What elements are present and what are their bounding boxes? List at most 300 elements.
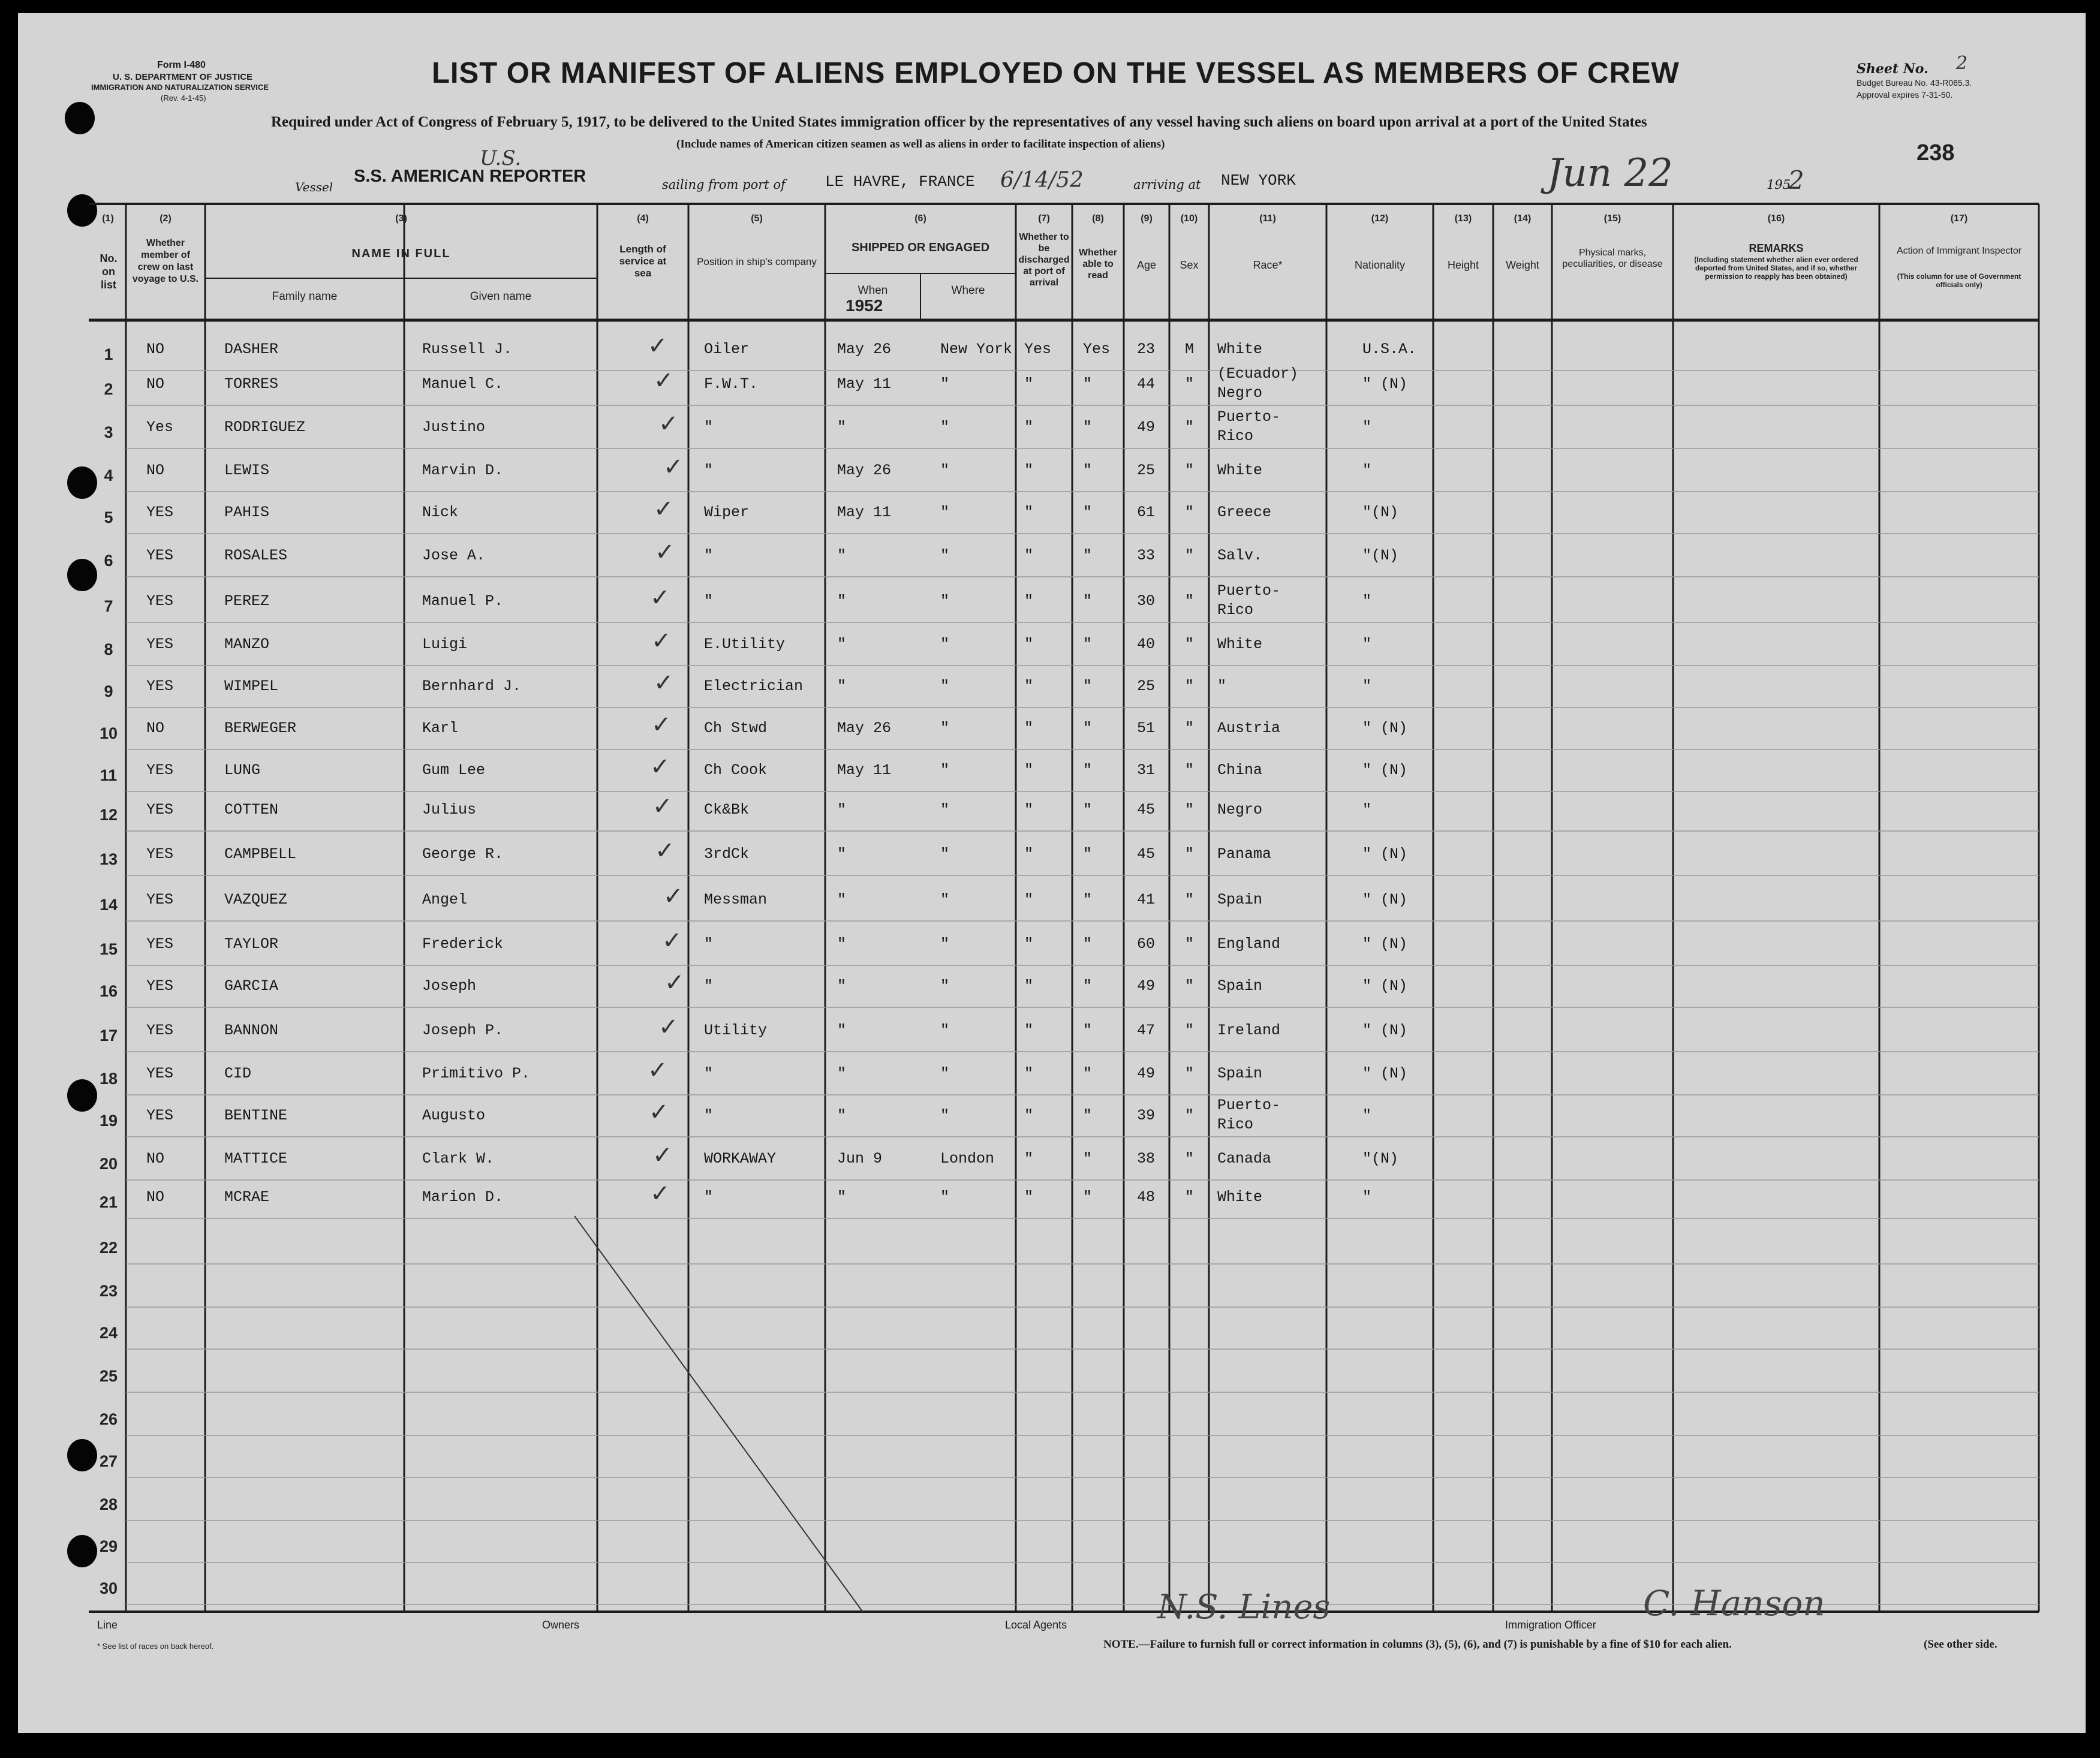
- line-number: 2: [104, 380, 113, 398]
- discharged: ": [1024, 504, 1034, 521]
- shipped-where: ": [940, 592, 950, 610]
- page-title: LIST OR MANIFEST OF ALIENS EMPLOYED ON THE VESSEL AS MEMBERS OF CREW: [432, 57, 1680, 89]
- family-name: PAHIS: [224, 504, 270, 521]
- discharged: ": [1024, 678, 1034, 695]
- last-voyage: YES: [146, 845, 174, 863]
- nationality: " (N): [1362, 935, 1408, 953]
- discharged: ": [1024, 1022, 1034, 1039]
- sex: ": [1185, 801, 1195, 818]
- shipped-when: ": [837, 891, 847, 908]
- position: Wiper: [704, 504, 750, 521]
- sex: ": [1185, 1188, 1195, 1206]
- col5-header: Position in ship's company: [697, 256, 817, 267]
- line-number: 10: [99, 724, 118, 742]
- col4-number: (4): [637, 213, 649, 224]
- able-to-read: ": [1083, 592, 1093, 610]
- age: 39: [1137, 1107, 1156, 1124]
- nationality: " (N): [1362, 845, 1408, 863]
- able-to-read: ": [1083, 1065, 1093, 1082]
- position: Ch Cook: [704, 761, 768, 779]
- family-name: LUNG: [224, 761, 261, 779]
- given-name: Russell J.: [422, 341, 513, 358]
- sheet-number: 2: [1956, 53, 1968, 74]
- last-voyage: YES: [146, 935, 174, 953]
- col5-number: (5): [751, 213, 763, 224]
- discharged: ": [1024, 1188, 1034, 1206]
- vessel-name: S.S. AMERICAN REPORTER: [354, 167, 586, 186]
- race: White: [1217, 462, 1263, 479]
- race: White: [1217, 636, 1263, 653]
- service-checkmark: ✓: [664, 969, 685, 997]
- col11-header: Race*: [1253, 259, 1283, 271]
- able-to-read: ": [1083, 636, 1093, 653]
- shipped-when: ": [837, 419, 847, 436]
- line-number: 29: [99, 1537, 118, 1555]
- age: 44: [1137, 375, 1156, 393]
- family-name: DASHER: [224, 341, 279, 358]
- last-voyage: YES: [146, 592, 174, 610]
- race: Canada: [1217, 1150, 1272, 1167]
- shipped-where: ": [940, 419, 950, 436]
- shipped-where: ": [940, 720, 950, 737]
- form-number: Form I-480: [157, 60, 206, 70]
- sailing-label: sailing from port of: [662, 177, 786, 192]
- shipped-where: ": [940, 845, 950, 863]
- col11-number: (11): [1259, 213, 1276, 224]
- col17-header: Action of Immigrant Inspector: [1896, 246, 2022, 256]
- last-voyage: YES: [146, 761, 174, 779]
- age: 49: [1137, 977, 1156, 995]
- nationality: ": [1362, 678, 1372, 695]
- sex: ": [1185, 977, 1195, 995]
- last-voyage: YES: [146, 636, 174, 653]
- nationality: " (N): [1362, 891, 1408, 908]
- family-name: PEREZ: [224, 592, 270, 610]
- last-voyage: NO: [146, 720, 165, 737]
- line-number: 13: [99, 850, 118, 868]
- shipped-when: May 11: [837, 504, 892, 521]
- sex: ": [1185, 592, 1195, 610]
- shipped-where: ": [940, 1107, 950, 1124]
- age: 25: [1137, 462, 1156, 479]
- shipped-when: ": [837, 801, 847, 818]
- family-name: RODRIGUEZ: [224, 419, 306, 436]
- family-name: TAYLOR: [224, 935, 279, 953]
- race: China: [1217, 761, 1263, 779]
- discharged: ": [1024, 462, 1034, 479]
- age: 33: [1137, 547, 1156, 564]
- col17-subheader: (This column for use of Government officials only): [1897, 272, 2021, 289]
- last-voyage: YES: [146, 1065, 174, 1082]
- service-checkmark: ✓: [648, 332, 668, 360]
- given-name: Karl: [422, 720, 459, 737]
- col15-number: (15): [1603, 213, 1621, 224]
- sex: ": [1185, 504, 1195, 521]
- age: 47: [1137, 1022, 1156, 1039]
- given-name: Bernhard J.: [422, 678, 522, 695]
- col6-year: 1952: [846, 296, 883, 315]
- sex: ": [1185, 462, 1195, 479]
- col6-when-header: When: [858, 284, 888, 297]
- position: WORKAWAY: [704, 1150, 777, 1167]
- given-name: Angel: [422, 891, 468, 908]
- col12-number: (12): [1371, 213, 1389, 224]
- sex: ": [1185, 1022, 1195, 1039]
- race: Spain: [1217, 1065, 1263, 1082]
- nationality: " (N): [1362, 375, 1408, 393]
- discharged: ": [1024, 1107, 1034, 1124]
- approval-expires: Approval expires 7-31-50.: [1857, 90, 1953, 100]
- line-number: 28: [99, 1495, 118, 1513]
- races-note: * See list of races on back hereof.: [97, 1642, 214, 1651]
- footer-owners-label: Owners: [542, 1619, 580, 1631]
- shipped-when: ": [837, 935, 847, 953]
- race: Puerto- Rico: [1217, 1097, 1281, 1133]
- sex: ": [1185, 761, 1195, 779]
- race: Puerto- Rico: [1217, 408, 1281, 445]
- age: 25: [1137, 678, 1156, 695]
- service-checkmark: ✓: [652, 793, 673, 820]
- given-name: Augusto: [422, 1107, 486, 1124]
- line-number: 5: [104, 508, 113, 526]
- race: ": [1217, 678, 1227, 695]
- discharged: ": [1024, 845, 1034, 863]
- sex: ": [1185, 419, 1195, 436]
- last-voyage: YES: [146, 891, 174, 908]
- last-voyage: Yes: [146, 419, 174, 436]
- shipped-where: ": [940, 1022, 950, 1039]
- footer-officer-label: Immigration Officer: [1505, 1619, 1596, 1631]
- col16-subheader: (Including statement whether alien ever ordered deported from United States, and if so, whether permission to reapply has been obtained): [1694, 255, 1858, 281]
- col10-number: (10): [1180, 213, 1198, 224]
- family-name: COTTEN: [224, 801, 279, 818]
- line-number: 15: [99, 940, 118, 958]
- position: ": [704, 592, 714, 610]
- family-name: MATTICE: [224, 1150, 288, 1167]
- nationality: ": [1362, 1107, 1372, 1124]
- sailing-port: LE HAVRE, FRANCE: [825, 173, 975, 191]
- nationality: "(N): [1362, 547, 1399, 564]
- line-number: 30: [99, 1579, 118, 1597]
- line-number: 21: [99, 1193, 118, 1211]
- line-number: 7: [104, 597, 113, 615]
- year-prefix: 195: [1767, 177, 1791, 192]
- col8-header: Whether able to read: [1079, 248, 1117, 281]
- service-checkmark: ✓: [650, 753, 670, 781]
- col3-header: NAME IN FULL: [351, 247, 451, 260]
- given-name: Justino: [422, 419, 486, 436]
- col2-header: Whether member of crew on last voyage to U.S.: [132, 238, 199, 284]
- col1-header: No. on list: [100, 252, 118, 291]
- age: 45: [1137, 801, 1156, 818]
- last-voyage: YES: [146, 1107, 174, 1124]
- shipped-when: May 26: [837, 720, 892, 737]
- sex: ": [1185, 891, 1195, 908]
- position: Utility: [704, 1022, 768, 1039]
- position: ": [704, 935, 714, 953]
- revision: (Rev. 4-1-45): [161, 94, 206, 103]
- able-to-read: ": [1083, 419, 1093, 436]
- service-checkmark: ✓: [658, 410, 679, 438]
- last-voyage: NO: [146, 341, 165, 358]
- shipped-where: ": [940, 801, 950, 818]
- last-voyage: YES: [146, 504, 174, 521]
- age: 45: [1137, 845, 1156, 863]
- fine-note: NOTE.—Failure to furnish full or correct information in columns (3), (5), (6), and (7) is punishable by a fine of $10 for each alien.: [1103, 1638, 1732, 1651]
- age: 30: [1137, 592, 1156, 610]
- line-number: 4: [104, 466, 113, 484]
- last-voyage: YES: [146, 801, 174, 818]
- family-name: CID: [224, 1065, 252, 1082]
- race: Austria: [1217, 720, 1281, 737]
- race: White: [1217, 341, 1263, 358]
- shipped-where: ": [940, 462, 950, 479]
- able-to-read: ": [1083, 801, 1093, 818]
- nationality: "(N): [1362, 504, 1399, 521]
- able-to-read: Yes: [1083, 341, 1111, 358]
- given-name: Nick: [422, 504, 459, 521]
- service-checkmark: ✓: [650, 1180, 670, 1208]
- agents-signature: N.S. Lines: [1157, 1588, 1331, 1627]
- race: Ireland: [1217, 1022, 1281, 1039]
- col10-header: Sex: [1180, 259, 1199, 271]
- line-number: 9: [104, 682, 113, 700]
- last-voyage: YES: [146, 1022, 174, 1039]
- position: ": [704, 462, 714, 479]
- able-to-read: ": [1083, 375, 1093, 393]
- nationality: ": [1362, 1188, 1372, 1206]
- col3-given-header: Given name: [470, 290, 532, 303]
- line-number: 16: [99, 982, 118, 1000]
- sheet-label: Sheet No.: [1857, 61, 1928, 77]
- discharged: ": [1024, 419, 1034, 436]
- given-name: Frederick: [422, 935, 504, 953]
- col16-header: REMARKS: [1749, 242, 1804, 254]
- position: Ck&Bk: [704, 801, 750, 818]
- last-voyage: NO: [146, 1150, 165, 1167]
- arrival-date-handwritten: Jun 22: [1547, 151, 1673, 195]
- age: 51: [1137, 720, 1156, 737]
- col1-number: (1): [102, 213, 114, 224]
- service-checkmark: ✓: [649, 1098, 669, 1126]
- position: Oiler: [704, 341, 750, 358]
- line-number: 18: [99, 1070, 118, 1088]
- shipped-when: May 11: [837, 375, 892, 393]
- family-name: BERWEGER: [224, 720, 297, 737]
- last-voyage: YES: [146, 678, 174, 695]
- shipped-when: May 26: [837, 341, 892, 358]
- department: U. S. DEPARTMENT OF JUSTICE: [113, 72, 253, 82]
- race: Puerto- Rico: [1217, 582, 1281, 619]
- sex: ": [1185, 375, 1195, 393]
- nationality: " (N): [1362, 1065, 1408, 1082]
- line-number: 19: [99, 1112, 118, 1130]
- service-checkmark: ✓: [652, 1142, 673, 1169]
- able-to-read: ": [1083, 891, 1093, 908]
- able-to-read: ": [1083, 845, 1093, 863]
- family-name: LEWIS: [224, 462, 270, 479]
- col2-number: (2): [160, 213, 172, 224]
- officer-signature: C. Hanson: [1643, 1583, 1825, 1624]
- discharged: ": [1024, 636, 1034, 653]
- given-name: Joseph: [422, 977, 477, 995]
- shipped-when: ": [837, 592, 847, 610]
- discharged: Yes: [1024, 341, 1052, 358]
- shipped-when: May 26: [837, 462, 892, 479]
- position: Messman: [704, 891, 768, 908]
- sex: ": [1185, 1065, 1195, 1082]
- position: F.W.T.: [704, 375, 759, 393]
- service-checkmark: ✓: [651, 711, 672, 739]
- shipped-where: ": [940, 1065, 950, 1082]
- sex: ": [1185, 678, 1195, 695]
- race: Negro: [1217, 801, 1263, 818]
- age: 49: [1137, 1065, 1156, 1082]
- able-to-read: ": [1083, 1022, 1093, 1039]
- service-checkmark: ✓: [662, 927, 682, 955]
- age: 40: [1137, 636, 1156, 653]
- col16-number: (16): [1767, 213, 1785, 224]
- able-to-read: ": [1083, 761, 1093, 779]
- sex: ": [1185, 636, 1195, 653]
- shipped-when: ": [837, 636, 847, 653]
- position: ": [704, 1065, 714, 1082]
- shipped-where: ": [940, 891, 950, 908]
- col15-header: Physical marks, peculiarities, or disease: [1562, 248, 1663, 269]
- discharged: ": [1024, 547, 1034, 564]
- service-checkmark: ✓: [655, 538, 675, 566]
- sex: ": [1185, 1150, 1195, 1167]
- service-checkmark: ✓: [655, 837, 675, 865]
- given-name: Manuel P.: [422, 592, 504, 610]
- sex: ": [1185, 547, 1195, 564]
- shipped-when: ": [837, 1022, 847, 1039]
- sex: ": [1185, 935, 1195, 953]
- shipped-where: ": [940, 1188, 950, 1206]
- discharged: ": [1024, 592, 1034, 610]
- discharged: ": [1024, 1150, 1034, 1167]
- col3-family-header: Family name: [272, 290, 338, 303]
- shipped-where: ": [940, 636, 950, 653]
- discharged: ": [1024, 375, 1034, 393]
- discharged: ": [1024, 977, 1034, 995]
- line-number: 12: [99, 806, 118, 824]
- arriving-port: NEW YORK: [1221, 171, 1296, 189]
- able-to-read: ": [1083, 1150, 1093, 1167]
- position: ": [704, 547, 714, 564]
- able-to-read: ": [1083, 678, 1093, 695]
- col14-number: (14): [1514, 213, 1532, 224]
- nationality: ": [1362, 419, 1372, 436]
- service-checkmark: ✓: [651, 627, 672, 655]
- col13-number: (13): [1454, 213, 1472, 224]
- discharged: ": [1024, 720, 1034, 737]
- shipped-where: New York: [940, 341, 1013, 358]
- age: 23: [1137, 341, 1156, 358]
- nationality: ": [1362, 801, 1372, 818]
- age: 31: [1137, 761, 1156, 779]
- shipped-where: ": [940, 977, 950, 995]
- family-name: MANZO: [224, 636, 270, 653]
- col7-number: (7): [1038, 213, 1050, 224]
- col6-number: (6): [914, 213, 926, 224]
- position: 3rdCk: [704, 845, 750, 863]
- footer-line-label: Line: [97, 1619, 118, 1631]
- family-name: BANNON: [224, 1022, 279, 1039]
- age: 49: [1137, 419, 1156, 436]
- col6-where-header: Where: [951, 284, 985, 297]
- service: IMMIGRATION AND NATURALIZATION SERVICE: [91, 83, 269, 92]
- last-voyage: YES: [146, 977, 174, 995]
- shipped-when: May 11: [837, 761, 892, 779]
- family-name: GARCIA: [224, 977, 279, 995]
- position: ": [704, 1188, 714, 1206]
- line-number: 27: [99, 1452, 118, 1470]
- nationality: " (N): [1362, 1022, 1408, 1039]
- age: 38: [1137, 1150, 1156, 1167]
- shipped-when: Jun 9: [837, 1150, 883, 1167]
- able-to-read: ": [1083, 1107, 1093, 1124]
- shipped-where: ": [940, 547, 950, 564]
- position: ": [704, 977, 714, 995]
- shipped-where: ": [940, 504, 950, 521]
- vessel-prefix-handwritten: U.S.: [480, 146, 522, 170]
- given-name: Clark W.: [422, 1150, 495, 1167]
- year-suffix-handwritten: 2: [1788, 165, 1804, 195]
- arriving-label: arriving at: [1133, 177, 1201, 192]
- line-number: 11: [100, 766, 118, 784]
- line-number: 3: [104, 423, 113, 441]
- col3-number: (3): [395, 213, 407, 224]
- budget-number: Budget Bureau No. 43-R065.3.: [1857, 78, 1972, 88]
- race: Greece: [1217, 504, 1272, 521]
- family-name: BENTINE: [224, 1107, 288, 1124]
- service-checkmark: ✓: [663, 883, 684, 910]
- nationality: U.S.A.: [1362, 341, 1417, 358]
- service-checkmark: ✓: [654, 367, 674, 395]
- given-name: Marion D.: [422, 1188, 504, 1206]
- shipped-when: ": [837, 1107, 847, 1124]
- nationality: " (N): [1362, 977, 1408, 995]
- line-number: 17: [99, 1026, 118, 1044]
- discharged: ": [1024, 935, 1034, 953]
- col14-header: Weight: [1506, 259, 1539, 271]
- shipped-where: ": [940, 935, 950, 953]
- family-name: MCRAE: [224, 1188, 270, 1206]
- vessel-label: Vessel: [295, 180, 333, 194]
- col6-header: SHIPPED OR ENGAGED: [851, 241, 990, 254]
- family-name: WIMPEL: [224, 678, 279, 695]
- nationality: " (N): [1362, 761, 1408, 779]
- age: 61: [1137, 504, 1156, 521]
- sex: ": [1185, 1107, 1195, 1124]
- sex: M: [1185, 341, 1195, 358]
- shipped-when: ": [837, 845, 847, 863]
- family-name: TORRES: [224, 375, 279, 393]
- shipped-when: ": [837, 977, 847, 995]
- race: Salv.: [1217, 547, 1263, 564]
- nationality: ": [1362, 462, 1372, 479]
- position: E.Utility: [704, 636, 786, 653]
- nationality: ": [1362, 592, 1372, 610]
- subtitle: Required under Act of Congress of February 5, 1917, to be delivered to the United States immigration officer by the representatives of any vessel having such aliens on board upon arrival at a port of the United States: [271, 114, 1647, 130]
- shipped-where: London: [940, 1150, 995, 1167]
- last-voyage: NO: [146, 1188, 165, 1206]
- line-number: 22: [99, 1239, 118, 1257]
- race: Spain: [1217, 891, 1263, 908]
- given-name: Gum Lee: [422, 761, 486, 779]
- discharged: ": [1024, 761, 1034, 779]
